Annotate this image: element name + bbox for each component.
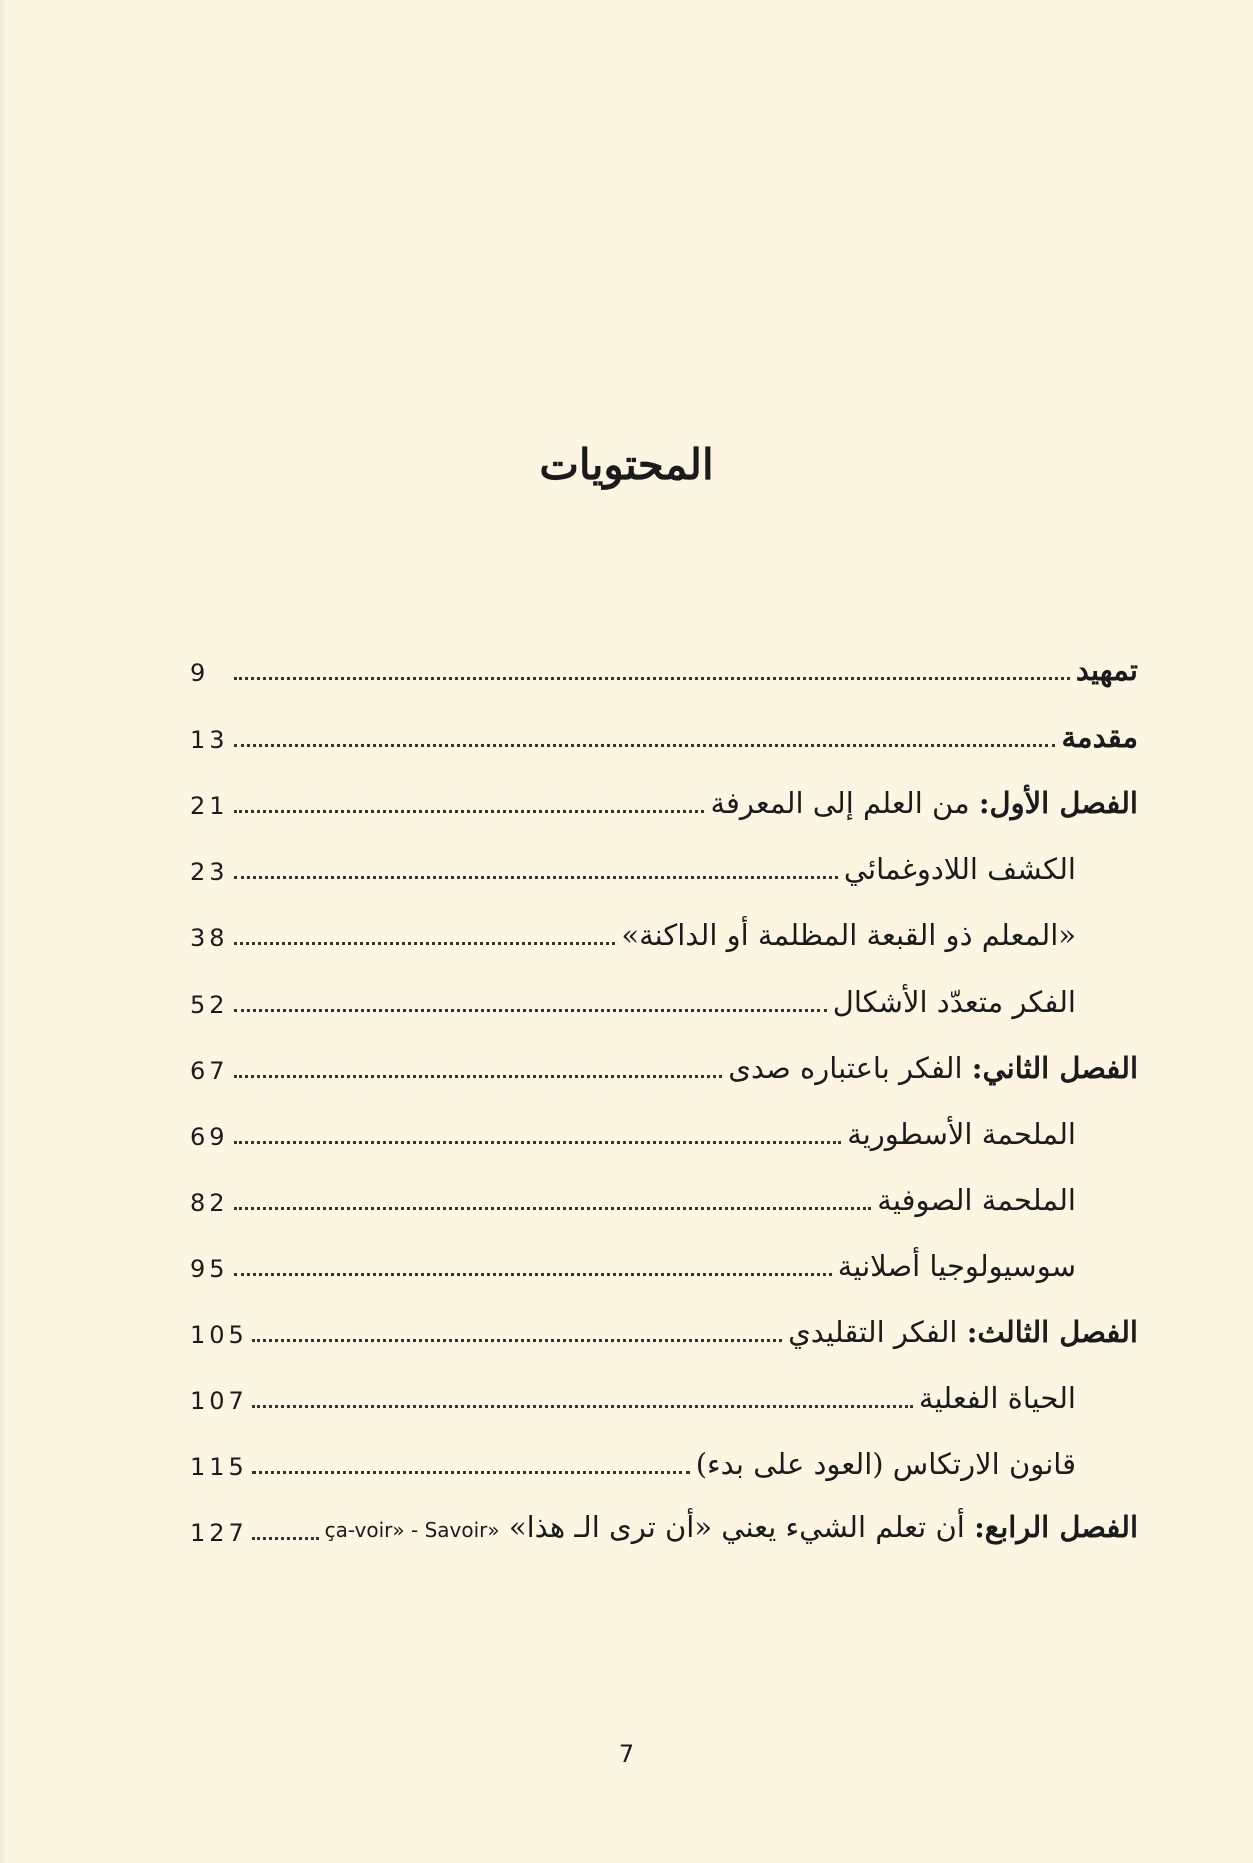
toc-entry-title bbox=[1061, 717, 1138, 757]
toc-chapter-entry[interactable] bbox=[190, 1500, 1138, 1550]
toc-entry[interactable] bbox=[190, 707, 1138, 757]
toc-page-number: 21 bbox=[190, 792, 229, 820]
toc-section-entry[interactable] bbox=[190, 1434, 1138, 1484]
section-title: قانون الارتكاس (العود على بدء) bbox=[695, 1447, 1076, 1481]
toc-page-number: 105 bbox=[190, 1321, 248, 1349]
toc-entry-title bbox=[1076, 650, 1138, 690]
toc-chapter-entry[interactable] bbox=[190, 1302, 1138, 1352]
leader-dots bbox=[252, 1405, 913, 1408]
chapter-title: الفكر باعتباره صدى bbox=[728, 1051, 972, 1085]
page-number: 7 bbox=[618, 1740, 635, 1768]
toc-entry-title bbox=[325, 1507, 1138, 1550]
leader-dots bbox=[234, 1075, 722, 1078]
toc-entry[interactable] bbox=[190, 640, 1138, 690]
leader-dots bbox=[234, 1009, 827, 1012]
latin-subtitle: «ça-voir» - Savoir bbox=[324, 1518, 500, 1542]
leader-dots bbox=[234, 876, 838, 879]
toc-section-entry[interactable] bbox=[190, 1104, 1138, 1154]
toc-entry-title bbox=[728, 1048, 1138, 1088]
leader-dots bbox=[234, 942, 615, 945]
leader-dots bbox=[234, 677, 1070, 680]
chapter-prefix: الفصل الأول: bbox=[978, 786, 1138, 820]
leader-dots bbox=[234, 810, 704, 813]
chapter-title: أن تعلم الشيء يعني «أن ترى الـ هذا» bbox=[499, 1510, 975, 1544]
section-title: الفكر متعدّد الأشكال bbox=[832, 985, 1076, 1019]
toc-section-entry[interactable] bbox=[190, 839, 1138, 889]
leader-dots bbox=[252, 1339, 782, 1342]
toc-section-entry[interactable] bbox=[190, 1170, 1138, 1220]
toc-section-entry[interactable] bbox=[190, 1236, 1138, 1286]
chapter-prefix: الفصل الثالث: bbox=[966, 1315, 1138, 1349]
section-title: «المعلم ذو القبعة المظلمة أو الداكنة» bbox=[621, 918, 1076, 952]
toc-page-number: 23 bbox=[190, 858, 229, 886]
toc-section-entry[interactable] bbox=[190, 972, 1138, 1022]
section-title: الملحمة الأسطورية bbox=[847, 1117, 1076, 1151]
toc-page-number: 127 bbox=[190, 1519, 248, 1547]
toc-entry-heading: مقدمة bbox=[1061, 720, 1138, 754]
leader-dots bbox=[252, 1537, 319, 1540]
toc-page-number: 107 bbox=[190, 1387, 248, 1415]
section-title: الكشف اللادوغمائي bbox=[843, 852, 1076, 886]
leader-dots bbox=[234, 1273, 832, 1276]
leader-dots bbox=[234, 744, 1055, 747]
toc-page-number: 9 bbox=[190, 659, 210, 687]
chapter-prefix: الفصل الثاني: bbox=[971, 1051, 1138, 1085]
toc-page-number: 95 bbox=[190, 1255, 229, 1283]
toc-page-number: 13 bbox=[190, 726, 229, 754]
toc-page-number: 38 bbox=[190, 924, 229, 952]
section-title: الملحمة الصوفية bbox=[877, 1183, 1076, 1217]
leader-dots bbox=[252, 1471, 690, 1474]
toc-page-number: 115 bbox=[190, 1453, 248, 1481]
section-title: سوسيولوجيا أصلانية bbox=[837, 1249, 1076, 1283]
toc-page-number: 67 bbox=[190, 1057, 229, 1085]
toc-page-number: 69 bbox=[190, 1123, 229, 1151]
chapter-title: الفكر التقليدي bbox=[788, 1315, 967, 1349]
section-title: الحياة الفعلية bbox=[918, 1381, 1076, 1415]
toc-chapter-entry[interactable] bbox=[190, 1038, 1138, 1088]
leader-dots bbox=[234, 1207, 871, 1210]
toc-section-entry[interactable] bbox=[190, 1368, 1138, 1418]
chapter-prefix: الفصل الرابع: bbox=[974, 1510, 1138, 1544]
toc-entry-heading: تمهيد bbox=[1075, 653, 1138, 687]
toc-chapter-entry[interactable] bbox=[190, 773, 1138, 823]
toc-entry-title bbox=[710, 783, 1138, 823]
chapter-title: من العلم إلى المعرفة bbox=[710, 786, 979, 820]
page-title: المحتويات bbox=[539, 440, 714, 489]
toc-entry-title bbox=[788, 1312, 1138, 1352]
leader-dots bbox=[234, 1141, 841, 1144]
toc-section-entry[interactable] bbox=[190, 905, 1138, 955]
toc-page-number: 82 bbox=[190, 1189, 229, 1217]
toc-page-number: 52 bbox=[190, 991, 229, 1019]
